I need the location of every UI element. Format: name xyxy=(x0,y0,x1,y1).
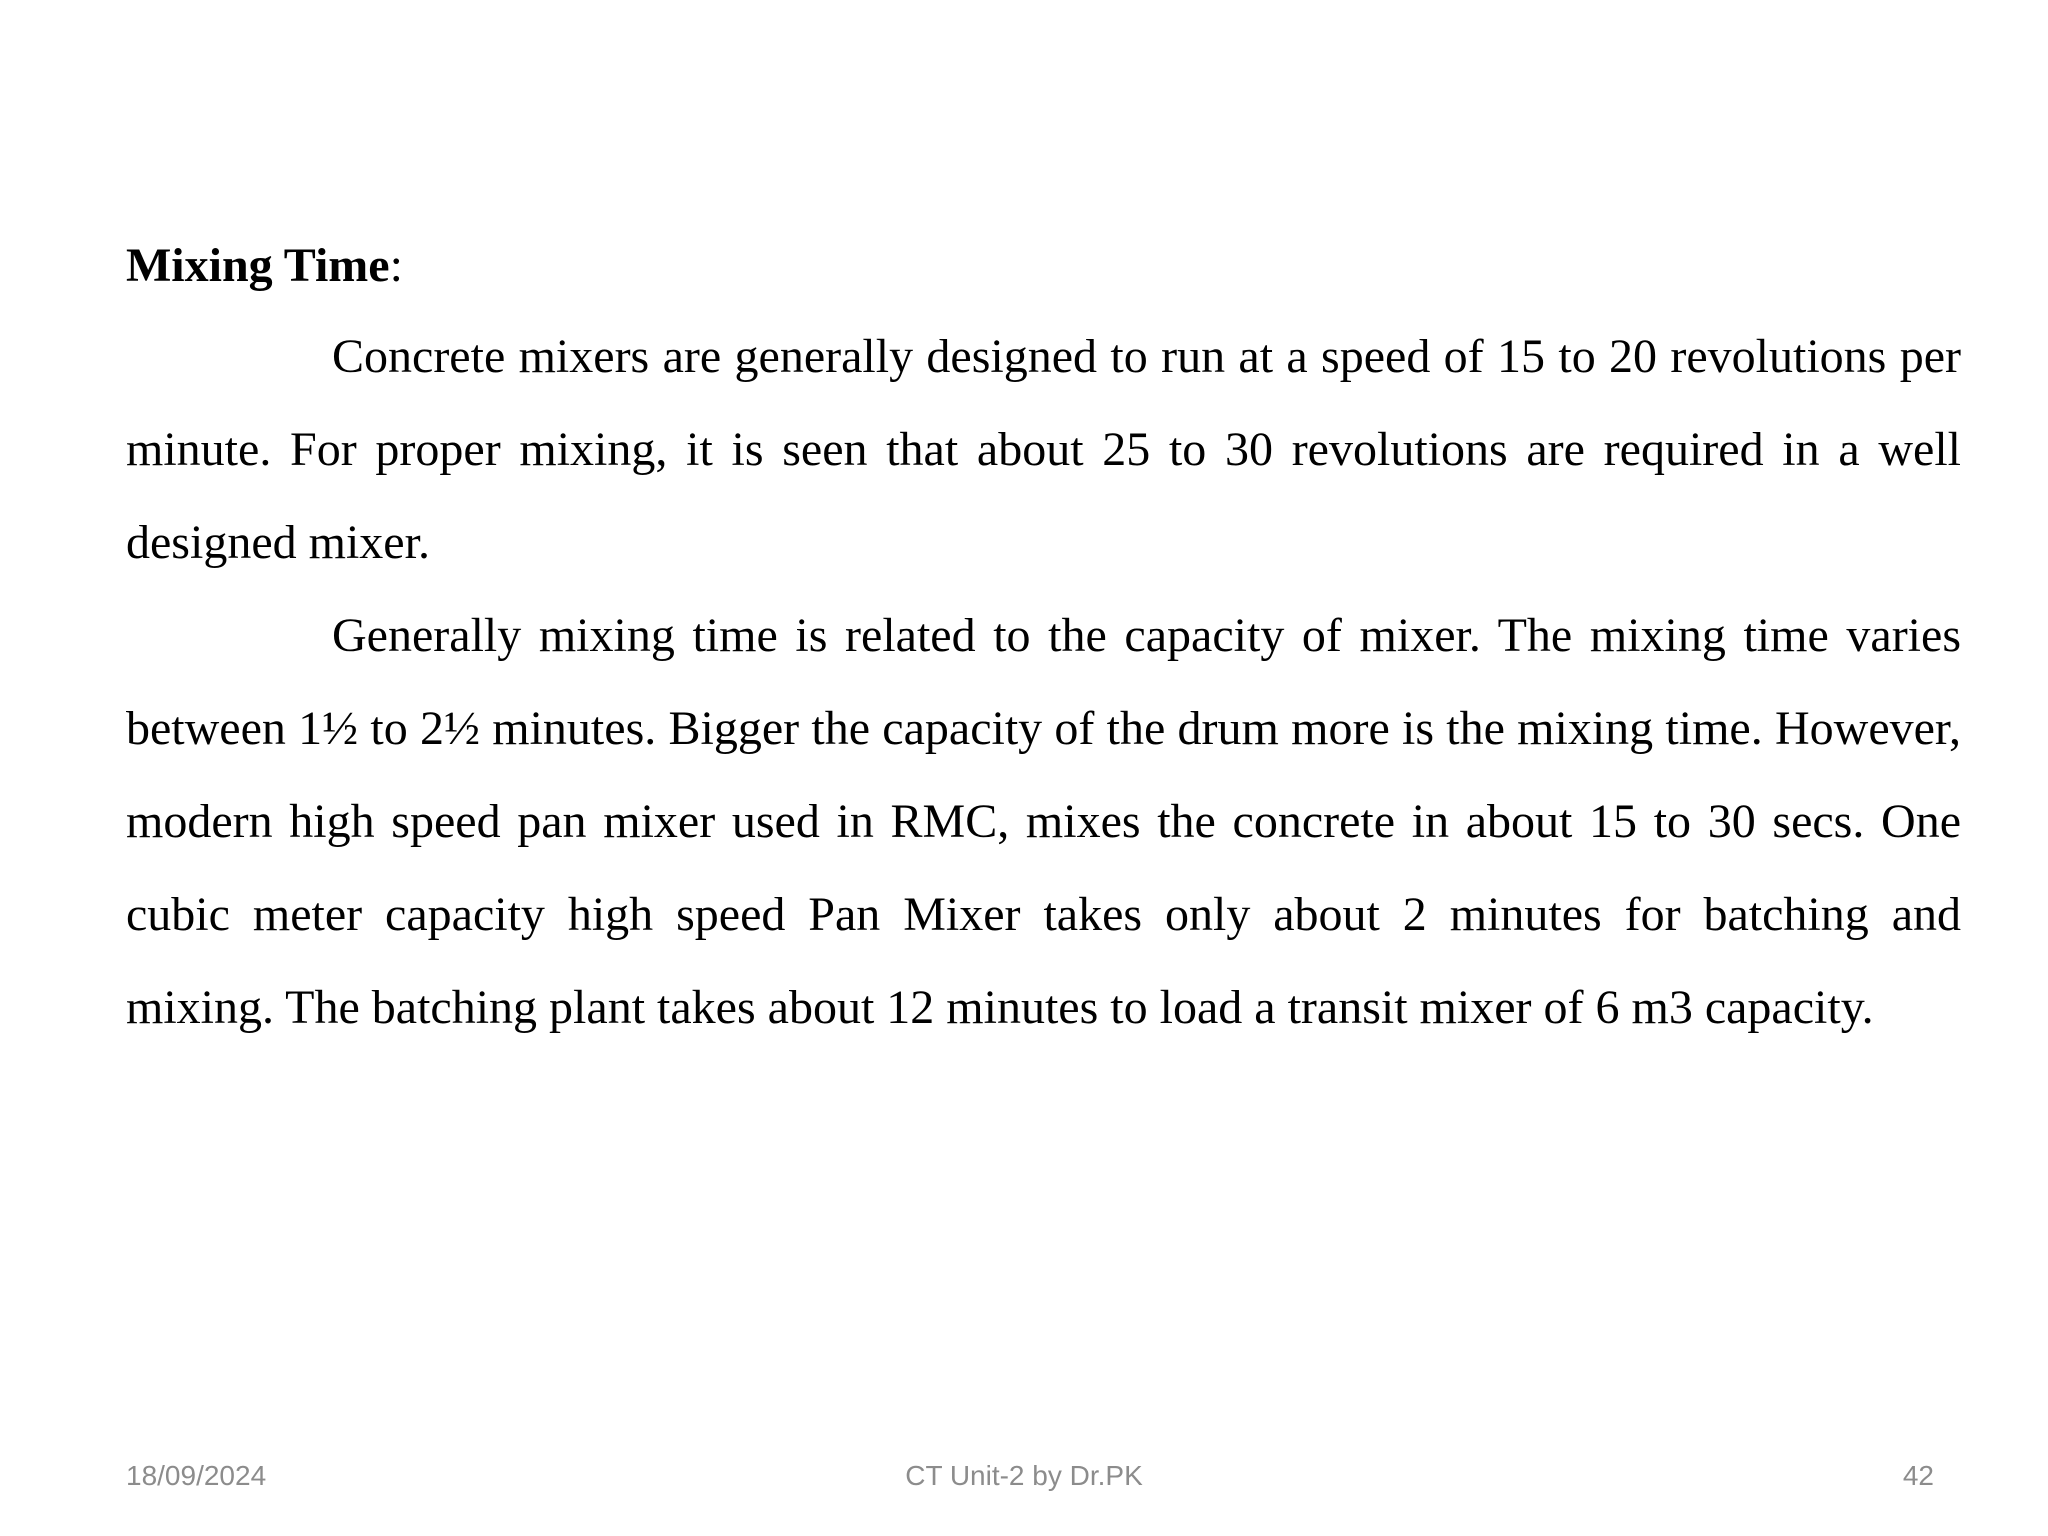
section-heading xyxy=(126,236,1961,296)
section-heading-title: Mixing Time xyxy=(126,239,390,292)
paragraph-mixing-time: Generally mixing time is related to the capacity of mixer. The mixing time varies between 1½ to 2½ minutes. Bigger the capacity of the drum more is the mixing time. However, modern high speed pan mixer used in RMC, mixes the concrete in about 15 to 30 secs. One cubic meter capacity high speed Pan Mixer takes only about 2 minutes for batching and mixing. The batching plant takes about 12 minutes to load a transit mixer of 6 m3 capacity. xyxy=(126,609,1961,1034)
paragraph-mixer-speed: Concrete mixers are generally designed to run at a speed of 15 to 20 revolutions per minute. For proper mixing, it is seen that about 25 to 30 revolutions are required in a well designed mixer. xyxy=(126,330,1961,569)
footer-date: 18/09/2024 xyxy=(126,1460,267,1491)
footer-title: CT Unit-2 by Dr.PK xyxy=(905,1460,1143,1491)
footer-page-number: 42 xyxy=(1902,1460,1934,1491)
section-heading-colon: : xyxy=(389,239,403,292)
slide-body xyxy=(126,236,1961,1054)
